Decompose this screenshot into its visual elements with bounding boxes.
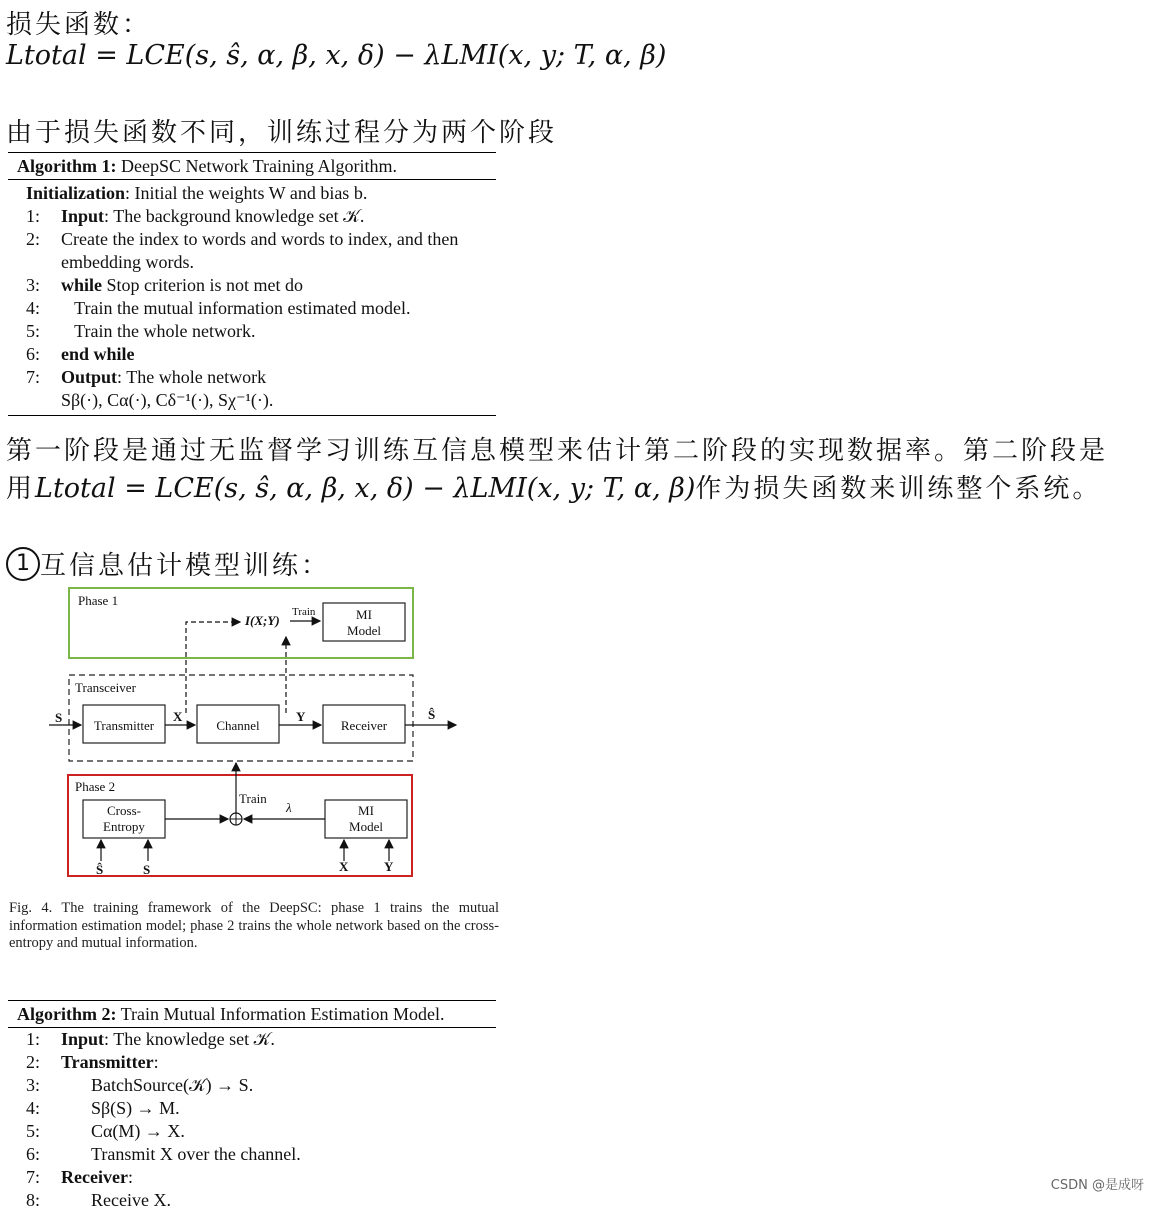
loss-heading: 损失函数： <box>6 10 152 40</box>
algorithm-1-line-text: Train the whole network. <box>61 321 256 341</box>
algorithm-1-line-text: embedding words. <box>61 252 194 272</box>
algorithm-1-line-number: 5: <box>26 321 41 341</box>
loss-formula: Ltotal = LCE(s, ŝ, α, β, x, δ) − λLMI(x, y; T, α, β) <box>6 40 667 71</box>
algorithm-1-line-number: 7: <box>26 367 41 387</box>
train-label-top: Train <box>292 606 316 618</box>
phase-2-label: Phase 2 <box>75 779 116 794</box>
algorithm-1 <box>8 152 496 416</box>
algorithm-1-line <box>8 389 496 412</box>
s-hat-output-label: Ŝ <box>428 707 436 722</box>
cross-entropy-label-1: Cross- <box>107 803 141 818</box>
s-input-label: S <box>55 710 63 725</box>
algorithm-1-line <box>8 343 496 366</box>
algorithm-2 <box>8 1000 496 1212</box>
algorithm-2-line-number: 5: <box>26 1121 41 1141</box>
algorithm-2-line-text: Receive X. <box>91 1190 171 1210</box>
algorithm-2-line-number: 8: <box>26 1190 41 1210</box>
algorithm-2-line-number: 4: <box>26 1098 41 1118</box>
csdn-watermark: CSDN @是成呀 <box>1050 1178 1144 1193</box>
section-1-heading: 1 互信息估计模型训练： <box>6 545 330 582</box>
algorithm-1-line <box>8 297 496 320</box>
figure-caption: Fig. 4. The training framework of the DeepSC: phase 1 trains the mutual information estimation model; phase 2 trains the whole network based on the cross-entropy and mutual information. <box>9 900 499 951</box>
algorithm-1-line-text: while Stop criterion is not met do <box>61 275 303 295</box>
algorithm-2-line <box>8 1074 496 1097</box>
algorithm-1-line-number: 3: <box>26 275 41 295</box>
algorithm-1-line <box>8 366 496 389</box>
paragraph-line-2: 用Ltotal = LCE(s, ŝ, α, β, x, δ) − λLMI(x, y; T, α, β)作为损失函数来训练整个系统。 <box>6 473 1102 504</box>
mi-model-label-1: MI <box>356 607 372 622</box>
algorithm-2-line-number: 7: <box>26 1167 41 1187</box>
algorithm-2-line-number: 2: <box>26 1052 41 1072</box>
algorithm-2-line <box>8 1166 496 1189</box>
mi-model-2-label-1: MI <box>358 803 374 818</box>
algorithm-2-line <box>8 1120 496 1143</box>
receiver-label: Receiver <box>340 718 388 733</box>
mi-model-2-label-2: Model <box>349 819 383 834</box>
algorithm-2-line <box>8 1097 496 1120</box>
algorithm-1-line <box>8 274 496 297</box>
algorithm-1-line <box>8 320 496 343</box>
circled-number-1: 1 <box>6 547 40 581</box>
y-label: Y <box>296 709 306 724</box>
algorithm-1-title: Algorithm 1: DeepSC Network Training Algorithm. <box>17 156 397 176</box>
algorithm-2-line-text: Input: The knowledge set 𝒦. <box>61 1029 275 1049</box>
phase-1-label: Phase 1 <box>78 593 119 608</box>
lambda-label: λ <box>286 800 292 815</box>
algorithm-1-line-number: 6: <box>26 344 41 364</box>
algorithm-1-init: Initialization: Initial the weights W and bias b. <box>26 183 368 203</box>
paragraph-line-1: 第一阶段是通过无监督学习训练互信息模型来估计第二阶段的实现数据率。第二阶段是 <box>6 436 1109 466</box>
algorithm-2-line-text: BatchSource(𝒦) → S. <box>91 1075 254 1095</box>
algorithm-1-line-text: Input: The background knowledge set 𝒦. <box>61 206 365 226</box>
algorithm-1-line-number: 1: <box>26 206 41 226</box>
mi-model-label-2: Model <box>347 623 381 638</box>
algorithm-2-line-text: Receiver: <box>61 1167 133 1187</box>
algorithm-2-line <box>8 1028 496 1051</box>
mi-input-x: X <box>339 859 349 874</box>
algorithm-1-line-text: Create the index to words and words to index, and then <box>61 229 459 249</box>
algorithm-1-line-text: end while <box>61 344 135 364</box>
algorithm-2-line <box>8 1051 496 1074</box>
mi-input-y: Y <box>384 859 394 874</box>
algorithm-1-line-number: 4: <box>26 298 41 318</box>
algorithm-2-line-text: Transmit X over the channel. <box>91 1144 301 1164</box>
algorithm-1-line-text: Sβ(·), Cα(·), Cδ⁻¹(·), Sχ⁻¹(·). <box>61 390 274 410</box>
algorithm-2-line-text: Transmitter: <box>61 1052 159 1072</box>
channel-label: Channel <box>216 718 260 733</box>
algorithm-2-line-number: 6: <box>26 1144 41 1164</box>
train-label-mid: Train <box>239 791 267 806</box>
algorithm-1-line-number: 2: <box>26 229 41 249</box>
ce-input-s: S <box>143 862 151 877</box>
algorithm-2-line-text: Sβ(S) → M. <box>91 1098 180 1118</box>
cross-entropy-label-2: Entropy <box>103 819 145 834</box>
algorithm-1-line-text: Train the mutual information estimated model. <box>61 298 411 318</box>
transceiver-label: Transceiver <box>75 680 136 695</box>
transmitter-label: Transmitter <box>93 718 155 733</box>
algorithm-2-title: Algorithm 2: Train Mutual Information Estimation Model. <box>17 1004 445 1024</box>
mutual-information-expr: I(X;Y) <box>245 613 280 628</box>
training-framework-diagram <box>0 585 500 885</box>
algorithm-2-line-number: 1: <box>26 1029 41 1049</box>
algorithm-1-line <box>8 251 496 274</box>
algorithm-2-line-number: 3: <box>26 1075 41 1095</box>
algorithm-1-line <box>8 205 496 228</box>
algorithm-2-line-text: Cα(M) → X. <box>91 1121 185 1141</box>
algorithm-1-line-text: Output: The whole network <box>61 367 267 387</box>
algorithm-1-line <box>8 228 496 251</box>
x-label: X <box>173 709 183 724</box>
algorithm-2-line <box>8 1143 496 1166</box>
two-stage-note: 由于损失函数不同，训练过程分为两个阶段 <box>6 118 558 148</box>
algorithm-2-line <box>8 1189 496 1212</box>
ce-input-s-hat: Ŝ <box>96 862 104 877</box>
